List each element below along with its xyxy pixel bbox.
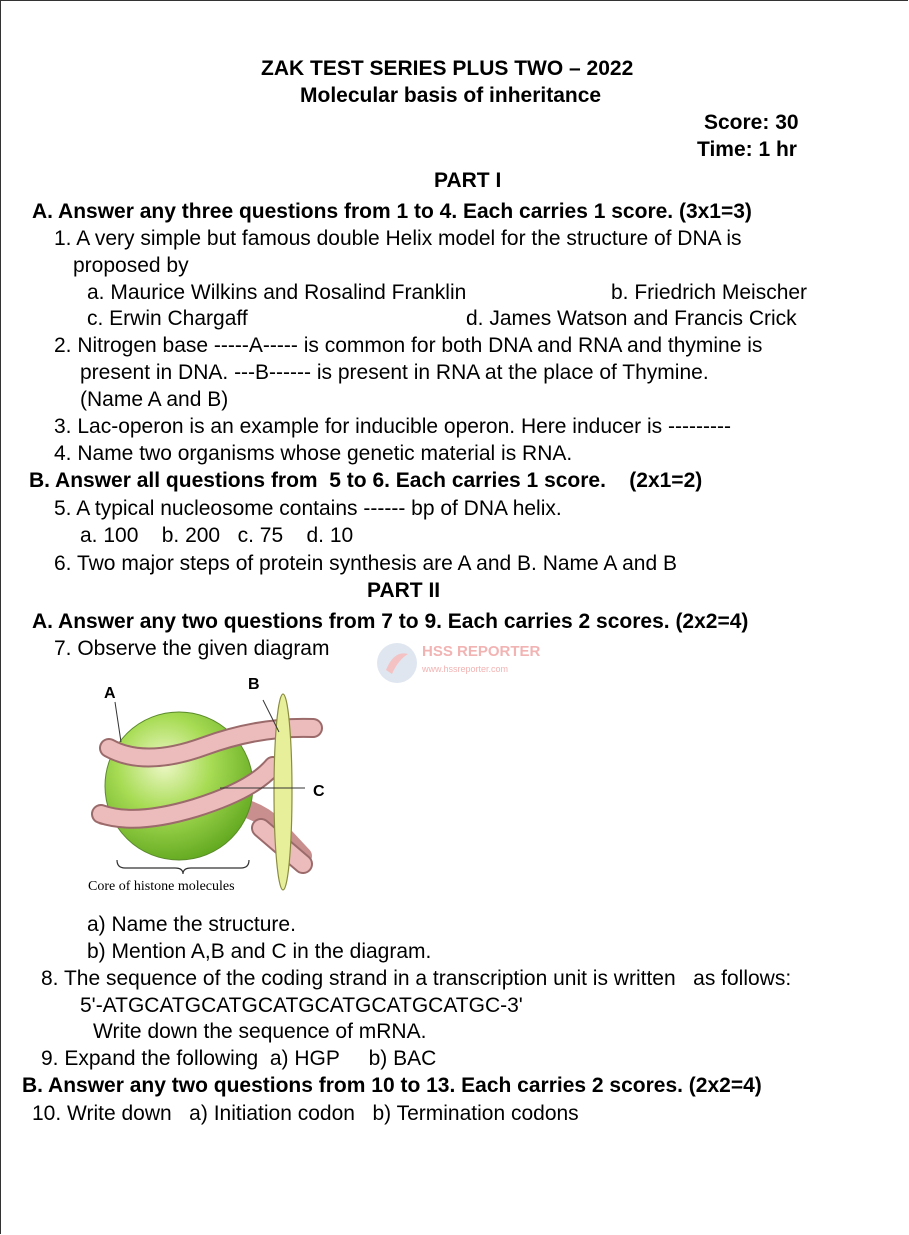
watermark-url: www.hssreporter.com <box>422 664 509 674</box>
question-8-line3: Write down the sequence of mRNA. <box>93 1020 427 1043</box>
watermark-logo-icon <box>374 640 420 686</box>
question-2-line1: 2. Nitrogen base -----A----- is common for both DNA and RNA and thymine is <box>54 334 763 357</box>
question-8-line1: 8. The sequence of the coding strand in a transcription unit is written as follows: <box>41 967 792 990</box>
question-9: 9. Expand the following a) HGP b) BAC <box>41 1047 437 1070</box>
question-7: 7. Observe the given diagram <box>54 637 330 660</box>
watermark-name: HSS REPORTER <box>422 643 541 660</box>
label-a-pointer <box>115 702 121 742</box>
question-1-option-d: d. James Watson and Francis Crick <box>466 307 797 330</box>
h1-histone <box>274 694 292 890</box>
question-4: 4. Name two organisms whose genetic material is RNA. <box>54 442 573 465</box>
part2-heading: PART II <box>367 579 441 602</box>
question-1-line1: 1. A very simple but famous double Helix model for the structure of DNA is <box>54 227 742 250</box>
question-5: 5. A typical nucleosome contains ------ bp of DNA helix. <box>54 497 562 520</box>
question-3: 3. Lac-operon is an example for inducible operon. Here inducer is --------- <box>54 415 731 438</box>
time-label: Time: 1 hr <box>697 138 797 161</box>
part2-sectionA-instruction: A. Answer any two questions from 7 to 9. Each carries 2 scores. (2x2=4) <box>32 610 749 633</box>
paper-title: ZAK TEST SERIES PLUS TWO – 2022 <box>261 57 634 80</box>
question-6: 6. Two major steps of protein synthesis are A and B. Name A and B <box>54 552 677 575</box>
question-1-line2: proposed by <box>73 254 189 277</box>
diagram-label-b: B <box>248 676 260 693</box>
core-brace <box>117 860 249 874</box>
watermark <box>372 640 552 688</box>
question-8-sequence: 5'-ATGCATGCATGCATGCATGCATGCATGC-3' <box>80 994 523 1017</box>
question-1-option-c: c. Erwin Chargaff <box>87 307 248 330</box>
paper-subtitle: Molecular basis of inheritance <box>300 84 602 107</box>
question-1-option-b: b. Friedrich Meischer <box>611 281 808 304</box>
question-7b: b) Mention A,B and C in the diagram. <box>87 940 432 963</box>
part1-heading: PART I <box>434 169 502 192</box>
question-7a: a) Name the structure. <box>87 913 296 936</box>
diagram-label-c: C <box>313 783 325 800</box>
part2-sectionB-instruction: B. Answer any two questions from 10 to 13. Each carries 2 scores. (2x2=4) <box>22 1074 762 1097</box>
nucleosome-diagram <box>75 668 355 908</box>
part1-sectionA-instruction: A. Answer any three questions from 1 to 4. Each carries 1 score. (3x1=3) <box>32 200 752 223</box>
question-10: 10. Write down a) Initiation codon b) Termination codons <box>32 1102 579 1125</box>
diagram-label-a: A <box>104 685 116 702</box>
part1-sectionB-instruction: B. Answer all questions from 5 to 6. Each carries 1 score. (2x1=2) <box>29 469 703 492</box>
question-1-option-a: a. Maurice Wilkins and Rosalind Franklin <box>87 281 467 304</box>
diagram-caption: Core of histone molecules <box>88 879 235 894</box>
question-2-line2: present in DNA. ---B------ is present in RNA at the place of Thymine. <box>80 361 709 384</box>
question-2-line3: (Name A and B) <box>80 388 229 411</box>
question-5-options: a. 100 b. 200 c. 75 d. 10 <box>80 524 354 547</box>
score-label: Score: 30 <box>704 111 799 134</box>
